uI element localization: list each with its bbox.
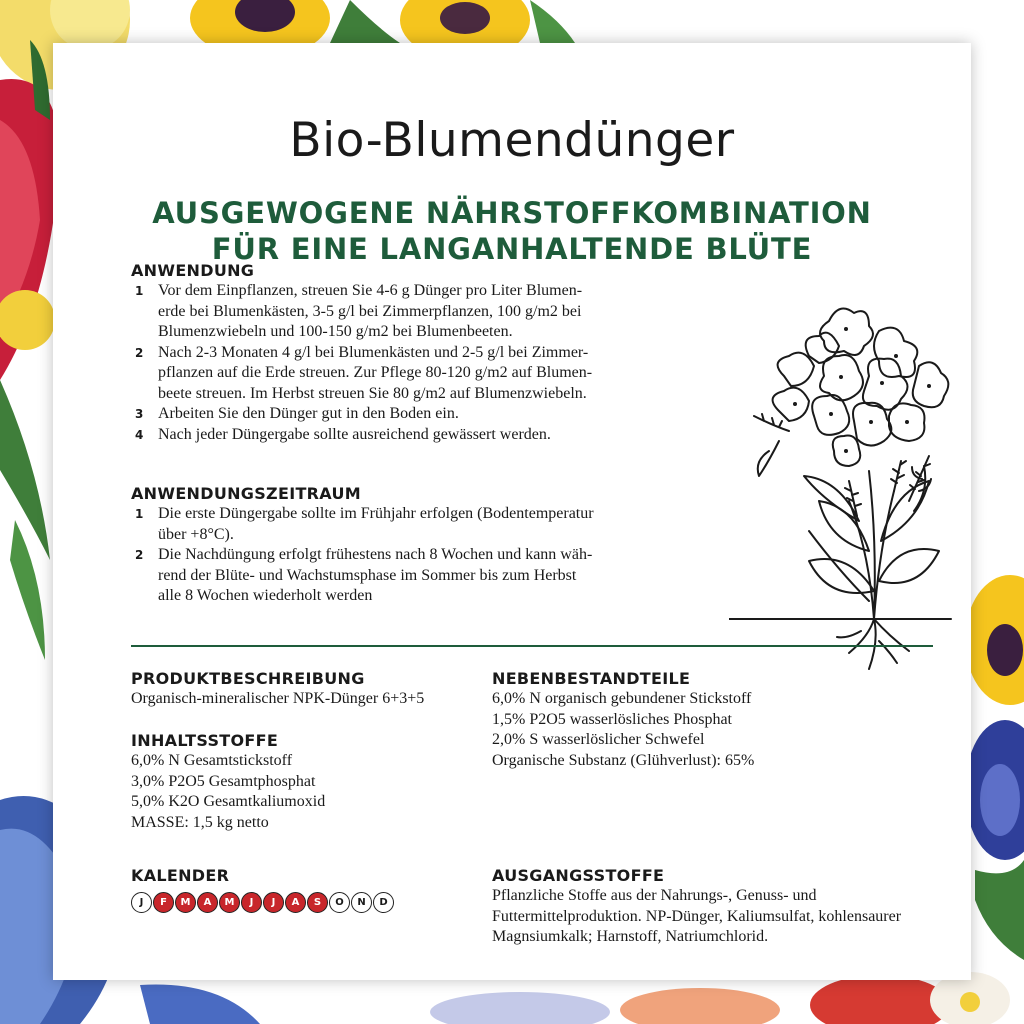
anwendung-heading: ANWENDUNG [131,261,255,280]
month-circle-8: S [307,892,328,913]
list-text-line: Arbeiten Sie den Dünger gut in den Boden ein. [158,405,459,422]
nebenbestandteile-heading: NEBENBESTANDTEILE [492,669,691,688]
list-item [131,545,691,607]
page-title: Bio-Blumendünger [289,113,735,168]
anwendung-section [131,261,691,445]
inhaltsstoffe-line: MASSE: 1,5 kg netto [131,813,269,831]
nebenbestandteile-line: 1,5% P2O5 wasserlösliches Phosphat [492,710,732,728]
month-circle-3: A [197,892,218,913]
ausgangsstoffe-heading: AUSGANGSSTOFFE [492,866,665,885]
list-text-line: Vor dem Einpflanzen, streuen Sie 4-6 g Dünger pro Liter Blumen- [158,282,583,299]
month-circle-4: M [219,892,240,913]
nebenbestandteile-line: Organische Substanz (Glühverlust): 65% [492,751,755,769]
month-circle-5: J [241,892,262,913]
list-item [131,404,691,425]
list-number: 1 [135,284,144,298]
section-divider [131,645,933,647]
month-circle-2: M [175,892,196,913]
list-number: 4 [135,427,144,442]
month-circle-1: F [153,892,174,913]
list-text-line: Nach jeder Düngergabe sollte ausreichend gewässert werden. [158,425,551,443]
month-circle-6: J [263,892,284,913]
inhaltsstoffe-line: 5,0% K2O Gesamtkaliumoxid [131,793,326,810]
list-number: 2 [135,548,144,562]
list-item [131,504,691,545]
subtitle-line-2: FÜR EINE LANGANHALTENDE BLÜTE [211,232,813,266]
list-text-line: Blumenzwiebeln und 100-150 g/m2 bei Blumenbeeten. [158,323,513,340]
inhaltsstoffe-heading: INHALTSSTOFFE [131,731,279,750]
inhaltsstoffe-line: 6,0% N Gesamtstickstoff [131,752,293,769]
inhaltsstoffe-section [131,731,511,833]
list-item [131,281,691,343]
list-text-line: Die erste Düngergabe sollte im Frühjahr erfolgen (Bodentemperatur [158,505,594,522]
ausgangsstoffe-line: Pflanzliche Stoffe aus der Nahrungs-, Genuss- und [492,887,817,904]
ausgangsstoffe-section [492,866,967,948]
list-text-line: alle 8 Wochen wiederholt werden [158,587,373,604]
produktbeschreibung-section [131,669,511,710]
list-number: 1 [135,507,144,521]
ausgangsstoffe-line: Magnsiumkalk; Harnstoff, Natriumchlorid. [492,928,769,945]
list-text-line: erde bei Blumenkästen, 3-5 g/l bei Zimmerpflanzen, 100 g/m2 bei [158,302,582,320]
flower-bouquet-illustration [729,301,954,673]
produktbeschreibung-heading: PRODUKTBESCHREIBUNG [131,669,365,688]
list-text-line: pflanzen auf die Erde streuen. Zur Pflege 80-120 g/m2 auf Blumen- [158,364,593,381]
list-text-line: Nach 2-3 Monaten 4 g/l bei Blumenkästen und 2-5 g/l bei Zimmer- [158,343,589,361]
list-item [131,425,691,446]
list-text-line: rend der Blüte- und Wachstumsphase im Sommer bis zum Herbst [158,566,577,584]
list-text-line: Die Nachdüngung erfolgt frühestens nach 8 Wochen und kann wäh- [158,546,593,563]
nebenbestandteile-line: 6,0% N organisch gebundener Stickstoff [492,690,752,707]
list-number: 2 [135,345,144,360]
zeitraum-list [131,504,691,607]
month-circle-11: D [373,892,394,913]
month-calendar [131,892,511,913]
ausgangsstoffe-line: Futtermittelproduktion. NP-Dünger, Kaliumsulfat, kohlensaurer [492,907,902,925]
kalender-section [131,866,511,913]
kalender-heading: KALENDER [131,866,230,885]
zeitraum-heading: ANWENDUNGSZEITRAUM [131,484,361,503]
list-text-line: beete streuen. Im Herbst streuen Sie 80 g/m2 auf Blumenzwiebeln. [158,384,587,402]
month-circle-9: O [329,892,350,913]
subtitle-line-1: AUSGEWOGENE NÄHRSTOFFKOMBINATION [152,196,872,230]
month-circle-0: J [131,892,152,913]
produktbeschreibung-text: Organisch-mineralischer NPK-Dünger 6+3+5 [131,690,425,707]
month-circle-10: N [351,892,372,913]
label-card [53,43,971,980]
list-text-line: über +8°C). [158,525,234,543]
list-item [131,343,691,405]
list-number: 3 [135,407,144,421]
inhaltsstoffe-line: 3,0% P2O5 Gesamtphosphat [131,772,316,790]
anwendung-list [131,281,691,445]
nebenbestandteile-section [492,669,962,771]
month-circle-7: A [285,892,306,913]
zeitraum-section [131,484,691,607]
nebenbestandteile-line: 2,0% S wasserlöslicher Schwefel [492,731,705,748]
subtitle [53,195,971,267]
